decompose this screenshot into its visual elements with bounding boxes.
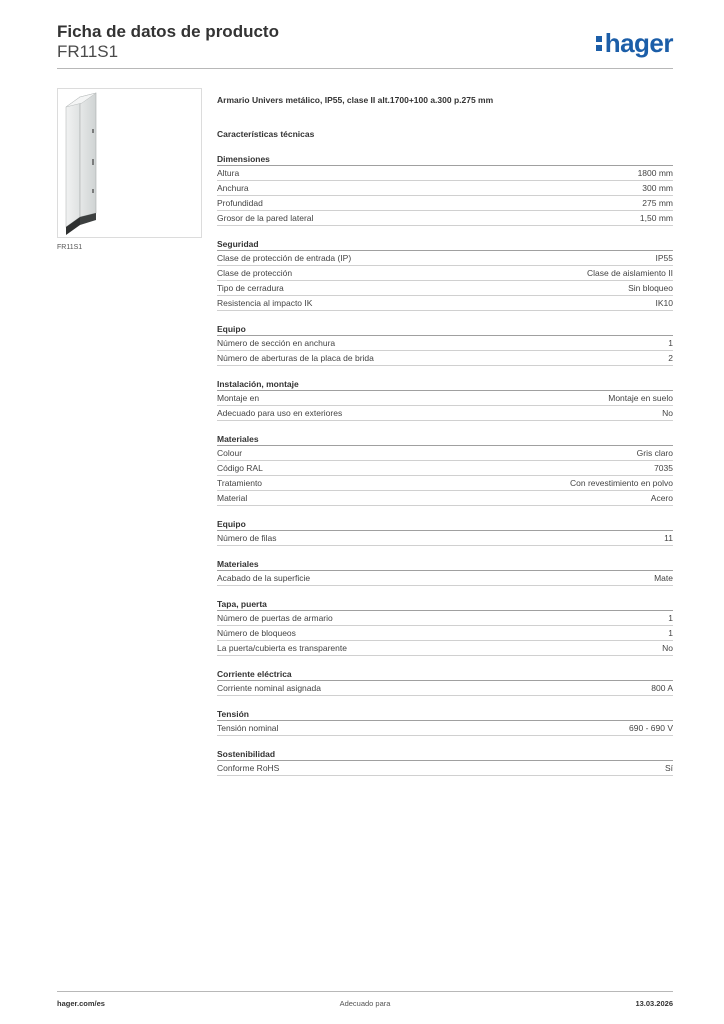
spec-sections — [217, 153, 673, 776]
spec-value: 300 mm — [642, 183, 673, 193]
spec-section — [217, 598, 673, 656]
spec-value: 800 A — [651, 683, 673, 693]
spec-value: 690 - 690 V — [629, 723, 673, 733]
spec-row — [217, 336, 673, 351]
logo-text: hager — [604, 28, 673, 58]
spec-row — [217, 761, 673, 776]
spec-label: Clase de protección — [217, 268, 293, 278]
section-title: Materiales — [217, 558, 673, 571]
spec-label: Número de sección en anchura — [217, 338, 336, 348]
image-caption: FR11S1 — [57, 244, 83, 251]
spec-label: Número de filas — [217, 533, 277, 543]
spec-label: Tensión nominal — [217, 723, 279, 733]
spec-row — [217, 166, 673, 181]
spec-label: La puerta/cubierta es transparente — [217, 643, 347, 653]
spec-value: 1,50 mm — [639, 213, 673, 223]
spec-label: Resistencia al impacto IK — [217, 298, 313, 308]
spec-row — [217, 181, 673, 196]
spec-row — [217, 476, 673, 491]
technical-characteristics-heading: Características técnicas — [217, 129, 315, 139]
spec-value: 2 — [668, 353, 673, 363]
spec-value: Sin bloqueo — [628, 283, 673, 293]
spec-section — [217, 748, 673, 776]
section-title: Materiales — [217, 433, 673, 446]
spec-label: Profundidad — [217, 198, 263, 208]
spec-row — [217, 266, 673, 281]
spec-value: Con revestimiento en polvo — [569, 478, 673, 488]
footer-website: hager.com/es — [57, 999, 105, 1008]
spec-label: Número de aberturas de la placa de brida — [217, 353, 374, 363]
page-header — [57, 20, 673, 70]
spec-row — [217, 351, 673, 366]
spec-value: Acero — [650, 493, 673, 503]
section-title: Tensión — [217, 708, 673, 721]
spec-value: 275 mm — [642, 198, 673, 208]
header-divider — [57, 68, 673, 69]
page-footer — [57, 999, 673, 1011]
spec-label: Altura — [217, 168, 240, 178]
spec-section — [217, 378, 673, 421]
spec-value: No — [662, 643, 673, 653]
spec-row — [217, 391, 673, 406]
spec-row — [217, 281, 673, 296]
spec-row — [217, 611, 673, 626]
spec-label: Corriente nominal asignada — [217, 683, 321, 693]
cabinet-illustration-icon — [58, 89, 201, 237]
spec-label: Código RAL — [217, 463, 263, 473]
section-title: Dimensiones — [217, 153, 673, 166]
spec-value: 1 — [668, 613, 673, 623]
section-title: Equipo — [217, 323, 673, 336]
logo-dots-icon — [596, 32, 603, 52]
spec-row — [217, 721, 673, 736]
spec-row — [217, 196, 673, 211]
spec-row — [217, 461, 673, 476]
spec-value: Mate — [654, 573, 673, 583]
spec-label: Número de puertas de armario — [217, 613, 333, 623]
spec-section — [217, 518, 673, 546]
section-title: Equipo — [217, 518, 673, 531]
spec-label: Montaje en — [217, 393, 260, 403]
spec-section — [217, 153, 673, 226]
spec-label: Conforme RoHS — [217, 763, 280, 773]
footer-center-text: Adecuado para — [339, 999, 391, 1008]
spec-section — [217, 668, 673, 696]
spec-label: Número de bloqueos — [217, 628, 296, 638]
spec-content — [217, 94, 673, 788]
spec-label: Adecuado para uso en exteriores — [217, 408, 343, 418]
spec-row — [217, 211, 673, 226]
hager-logo — [596, 28, 673, 59]
spec-value: IK10 — [655, 298, 673, 308]
spec-section — [217, 558, 673, 586]
spec-row — [217, 681, 673, 696]
spec-label: Tipo de cerradura — [217, 283, 284, 293]
section-title: Seguridad — [217, 238, 673, 251]
spec-section — [217, 323, 673, 366]
footer-divider — [57, 991, 673, 992]
section-title: Sostenibilidad — [217, 748, 673, 761]
section-title: Tapa, puerta — [217, 598, 673, 611]
spec-label: Tratamiento — [217, 478, 263, 488]
spec-row — [217, 531, 673, 546]
spec-value: Gris claro — [636, 448, 673, 458]
spec-label: Material — [217, 493, 248, 503]
section-title: Corriente eléctrica — [217, 668, 673, 681]
spec-row — [217, 626, 673, 641]
spec-value: Montaje en suelo — [608, 393, 673, 403]
spec-label: Grosor de la pared lateral — [217, 213, 314, 223]
product-description: Armario Univers metálico, IP55, clase II alt.1700+100 a.300 p.275 mm — [217, 95, 494, 105]
spec-row — [217, 446, 673, 461]
spec-value: Clase de aislamiento II — [587, 268, 673, 278]
spec-value: 1800 mm — [637, 168, 673, 178]
spec-label: Acabado de la superficie — [217, 573, 311, 583]
spec-value: 7035 — [654, 463, 673, 473]
spec-row — [217, 296, 673, 311]
spec-row — [217, 406, 673, 421]
spec-value: 11 — [664, 533, 673, 543]
product-image — [57, 88, 202, 238]
spec-row — [217, 491, 673, 506]
spec-value: Sí — [664, 763, 673, 773]
spec-row — [217, 641, 673, 656]
spec-value: IP55 — [655, 253, 673, 263]
spec-value: 1 — [668, 338, 673, 348]
section-title: Instalación, montaje — [217, 378, 673, 391]
spec-section — [217, 433, 673, 506]
spec-label: Clase de protección de entrada (IP) — [217, 253, 352, 263]
spec-value: No — [662, 408, 673, 418]
spec-section — [217, 708, 673, 736]
product-code: FR11S1 — [57, 42, 119, 61]
spec-label: Anchura — [217, 183, 249, 193]
spec-value: 1 — [668, 628, 673, 638]
footer-date: 13.03.2026 — [635, 999, 673, 1008]
spec-row — [217, 571, 673, 586]
spec-section — [217, 238, 673, 311]
spec-row — [217, 251, 673, 266]
page-title: Ficha de datos de producto — [57, 22, 279, 41]
spec-label: Colour — [217, 448, 243, 458]
